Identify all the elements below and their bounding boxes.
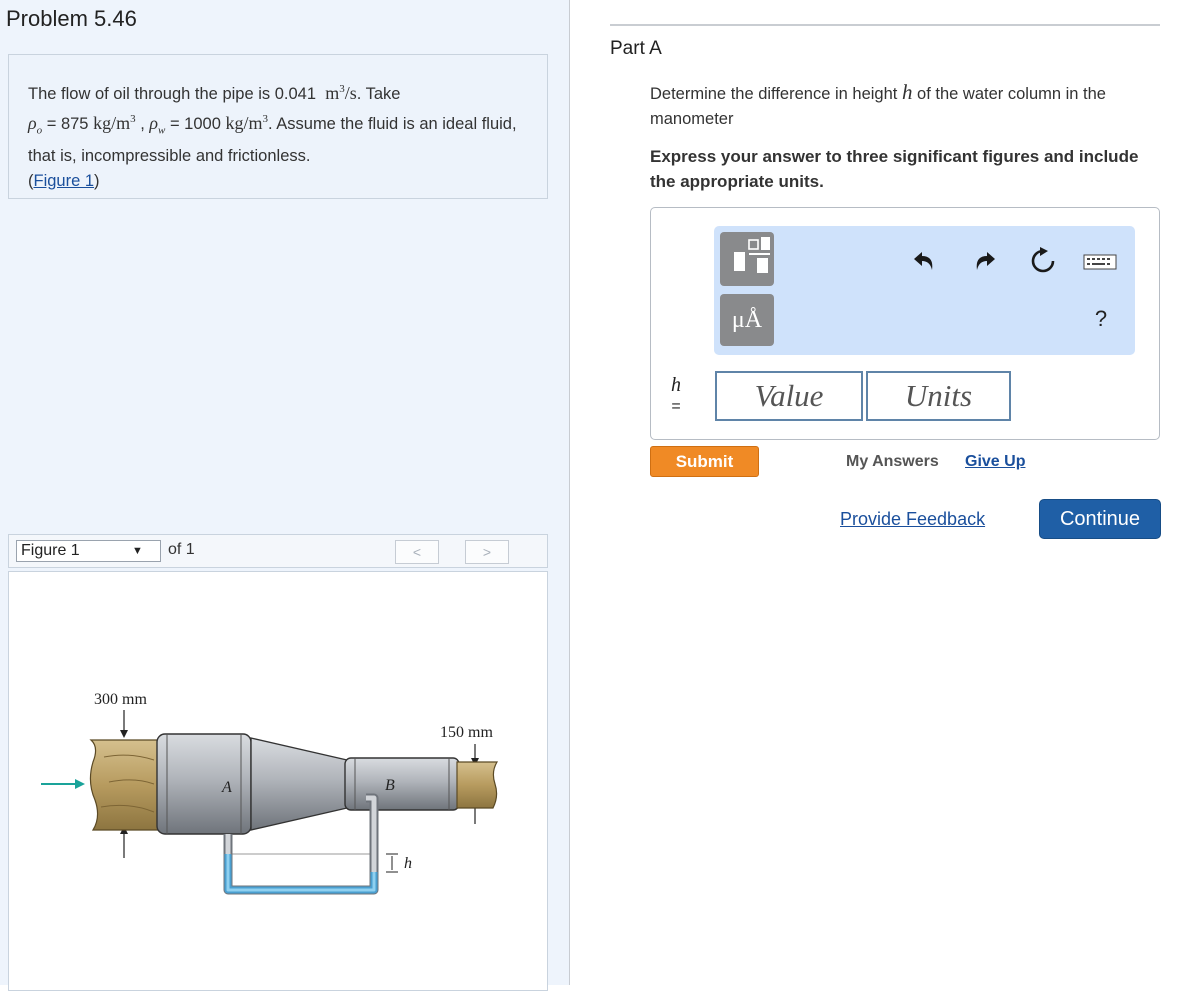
chevron-right-icon: >: [482, 544, 492, 560]
figure-link[interactable]: Figure 1: [33, 171, 95, 190]
part-panel: [570, 0, 1200, 985]
fraction-template-button[interactable]: [720, 232, 774, 286]
figure-navigation-bar: [8, 534, 548, 568]
math-toolbar: [714, 226, 1135, 355]
figure-count: of 1: [168, 541, 195, 558]
chevron-left-icon: <: [412, 544, 422, 560]
rho-o-value: = 875: [46, 115, 89, 133]
point-b-label: B: [385, 777, 395, 794]
rho-w-value: = 1000: [169, 115, 221, 133]
label-150mm: 150 mm: [440, 724, 493, 741]
units-button[interactable]: μÅ: [720, 294, 774, 346]
continue-button[interactable]: Continue: [1039, 499, 1161, 539]
manometer-water-highlight: [228, 854, 374, 890]
help-icon[interactable]: ?: [1094, 306, 1108, 331]
redo-icon[interactable]: [969, 246, 999, 276]
figure-select-value: Figure 1: [21, 542, 80, 559]
prev-figure-button[interactable]: [395, 540, 439, 564]
answer-box: [650, 207, 1160, 440]
inlet-pipe: [90, 740, 159, 830]
my-answers-label: My Answers: [846, 453, 939, 470]
flow-unit: $m^3/s$: [325, 83, 357, 103]
wide-section: [157, 734, 251, 834]
answer-equals: =: [671, 398, 681, 415]
dim-arrow-top-300: [120, 730, 128, 738]
point-a-label: A: [222, 779, 232, 796]
h-label: h: [404, 855, 412, 872]
take-text: . Take: [356, 85, 401, 103]
rho-w-unit: $kg/m^3$: [225, 113, 268, 133]
contraction-cone: [251, 738, 347, 830]
label-300mm: 300 mm: [94, 691, 147, 708]
flow-text: The flow of oil through the pipe is 0.041: [28, 85, 317, 103]
outlet-pipe: [457, 762, 497, 808]
manometer-water: [228, 854, 374, 890]
problem-statement-box: [8, 54, 548, 199]
answer-variable: h: [671, 374, 681, 396]
problem-statement: The flow of oil through the pipe is 0.041 $m^3/s$. Take $\rho_o = 875$ $kg/m^3$ , $\rho_w = 1000$ $kg/m^3$. Assume the fluid is an ideal fluid, that is, incompressible and frictionless. (Figure 1): [28, 83, 517, 190]
give-up-link[interactable]: Give Up: [965, 453, 1026, 470]
fraction-template-icon: [720, 232, 774, 286]
keyboard-icon[interactable]: [1082, 246, 1118, 276]
question-variable: h: [901, 80, 913, 104]
part-title: Part A: [610, 38, 662, 59]
venturi-figure: [9, 572, 547, 984]
narrow-section: [345, 758, 459, 810]
submit-button[interactable]: Submit: [650, 446, 759, 477]
comma: ,: [140, 115, 145, 133]
rho-w-symbol: $\rho_w$: [149, 113, 166, 137]
assume-text: . Assume the fluid is an ideal fluid, that is, incompressible and frictionless.: [28, 115, 517, 165]
figure-panel: [8, 571, 548, 991]
provide-feedback-link[interactable]: Provide Feedback: [840, 509, 986, 529]
problem-title: Problem 5.46: [6, 6, 137, 31]
problem-panel: [0, 0, 570, 985]
next-figure-button[interactable]: [465, 540, 509, 564]
undo-icon[interactable]: [910, 246, 940, 276]
chevron-down-icon: ▼: [132, 545, 143, 557]
flow-arrow-icon: [75, 779, 85, 789]
figure-select[interactable]: [16, 540, 161, 562]
part-divider: [610, 24, 1160, 26]
question-text: Determine the difference in height h of the water column in the manometer: [650, 80, 1106, 128]
answer-instructions: Express your answer to three significant figures and include the appropriate units.: [650, 147, 1139, 191]
reset-icon[interactable]: [1028, 246, 1058, 276]
rho-o-unit: $kg/m^3$: [93, 113, 136, 133]
units-input[interactable]: Units: [866, 371, 1011, 421]
value-input[interactable]: Value: [715, 371, 863, 421]
rho-o-symbol: $\rho_o$: [28, 113, 43, 137]
